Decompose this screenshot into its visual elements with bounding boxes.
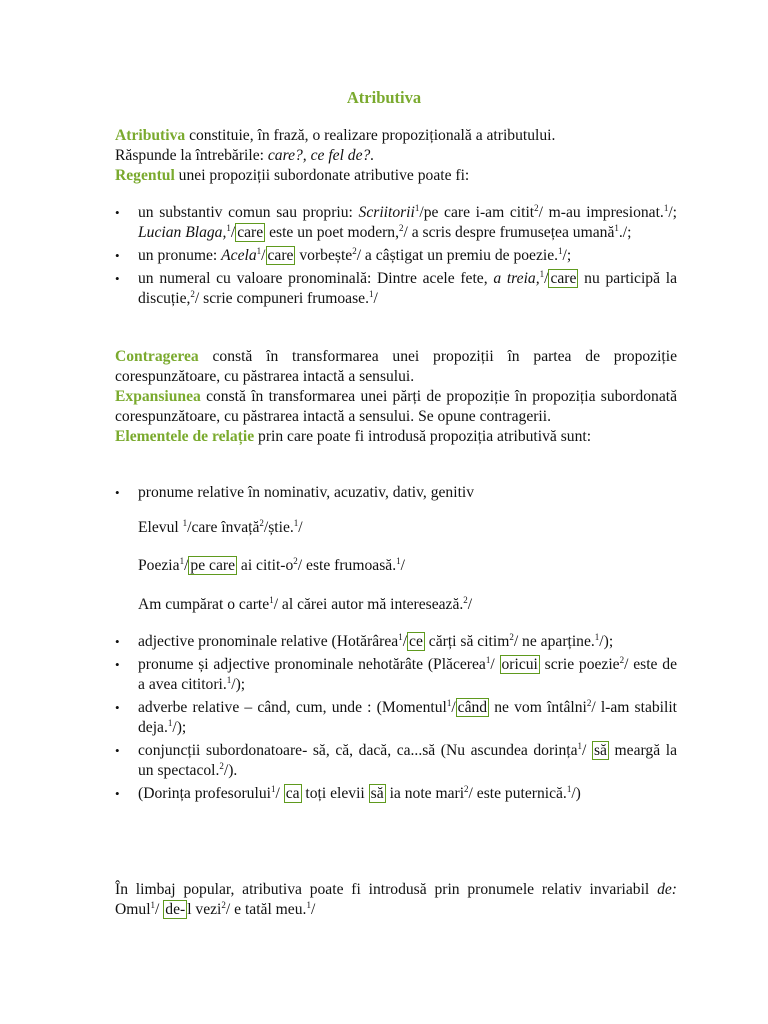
definitions-block bbox=[115, 347, 677, 447]
list-item: • pronume relative în nominativ, acuzativ, dativ, genitiv bbox=[115, 483, 677, 503]
intro-questions: Răspunde la întrebările: care?, ce fel de?. bbox=[115, 147, 375, 164]
list-item: • un numeral cu valoare pronominală: Dintre acele fete, a treia,$^1$/ care nu participă la discuție,$^2$/ scrie compuneri frumoase.$^1$/ bbox=[115, 269, 677, 309]
term-regentul: Regentul bbox=[115, 167, 175, 184]
highlighted-word: oricui bbox=[501, 656, 538, 673]
term-contragerea: Contragerea bbox=[115, 348, 199, 365]
intro-definition: Atributiva constituie, în frază, o realizare propozițională a atributului. bbox=[115, 127, 556, 144]
page-title: Atributiva bbox=[346, 88, 422, 107]
elemente-list-2 bbox=[115, 632, 677, 807]
highlighted-word: care bbox=[550, 270, 577, 287]
contragere-paragraph: Contragerea constă în transformarea unei propoziții în partea de propoziție corespunzătoare, cu păstrarea intactă a sensului. bbox=[115, 348, 677, 385]
highlighted-word: ca bbox=[285, 785, 300, 802]
highlighted-word: să bbox=[593, 742, 607, 759]
list-item: • pronume și adjective pronominale nehotărâte (Plăcerea$^1$/ oricui scrie poezie$^2$/ este de a avea cititori.$^1$/); bbox=[115, 655, 677, 695]
list-item: • adverbe relative – când, cum, unde : (Momentul$^1$/ când ne vom întâlni$^2$/ l-am stabilit deja.$^1$/); bbox=[115, 698, 677, 738]
highlighted-word: de- bbox=[165, 901, 186, 918]
intro-block bbox=[115, 126, 677, 186]
highlighted-word: ce bbox=[409, 633, 423, 650]
highlighted-word: când bbox=[457, 699, 488, 716]
elemente-paragraph: Elementele de relație prin care poate fi introdusă propoziția atributivă sunt: bbox=[115, 428, 592, 445]
term-elemente: Elementele de relație bbox=[115, 428, 255, 445]
list-item: • conjuncții subordonatoare- să, că, dacă, ca...să (Nu ascundea dorința$^1$/ să meargă la un spectacol.$^2$/). bbox=[115, 741, 677, 781]
highlighted-word: care bbox=[237, 224, 264, 241]
term-atributiva: Atributiva bbox=[115, 127, 186, 144]
highlighted-word: să bbox=[370, 785, 384, 802]
popular-paragraph: În limbaj popular, atributiva poate fi introdusă prin pronumele relativ invariabil de: Omul$^1$/ de- l vezi$^2$/ e tatăl meu.$^1$/ bbox=[115, 881, 677, 918]
intro-regent: Regentul unei propoziții subordonate atributive poate fi: bbox=[115, 167, 470, 184]
example-sentence: Elevul $^1$/care învață$^2$/știe.$^1$/ bbox=[138, 517, 303, 536]
example-sentence: Am cumpărat o carte$^1$/ al cărei autor mă interesează.$^2$/ bbox=[138, 594, 473, 613]
list-item: • adjective pronominale relative (Hotărârea$^1$/ ce cărți să citim$^2$/ ne aparține.$^1$/); bbox=[115, 632, 677, 652]
highlighted-word: pe care bbox=[190, 557, 235, 574]
example-sentence: Poezia$^1$/ pe care ai citit-$o^2/$ este frumoasă.$^1$/ bbox=[138, 555, 405, 574]
list-item: • un pronume: Acela$^1$/ care vorbește$^2$/ a câștigat un premiu de poezie.$^1$/; bbox=[115, 246, 677, 266]
term-expansiunea: Expansiunea bbox=[115, 388, 201, 405]
list-item: • (Dorința profesorului$^1$/ ca toți elevii să ia note mari$^2$/ este puternică.$^1$/) bbox=[115, 784, 677, 804]
list-item: • un substantiv comun sau propriu: Scriitorii$^1$/pe care i-am citit$^2$/ m-au impresionat.$^1$/; Lucian Blaga,$^1$/ care este un poet modern,$^2$/ a scris despre frumusețea umană$^1$./; bbox=[115, 203, 677, 243]
elemente-list-1 bbox=[115, 483, 677, 506]
highlighted-word: care bbox=[267, 247, 294, 264]
expansiune-paragraph: Expansiunea constă în transformarea unei părți de propoziție în propoziția subordonată corespunzătoare, cu păstrarea intactă a sensului. Se opune contragerii. bbox=[115, 388, 677, 425]
regent-list bbox=[115, 203, 677, 312]
